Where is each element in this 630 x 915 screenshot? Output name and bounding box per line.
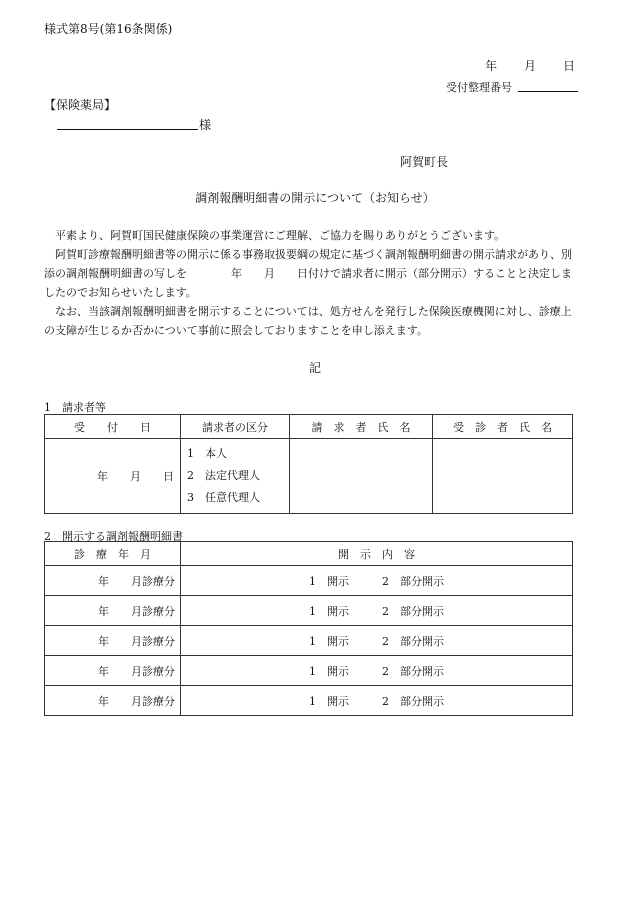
ki-mark: 記 <box>308 361 321 375</box>
treatment-month-cell: 年 月診療分 <box>45 596 181 626</box>
treatment-month-cell: 年 月診療分 <box>45 566 181 596</box>
disclosure-content-cell: 1 開示 2 部分開示 <box>181 656 573 686</box>
section2-heading: 2 開示する調剤報酬明細書 <box>44 530 183 543</box>
form-label: 様式第8号(第16条関係) <box>44 22 173 36</box>
header-requester-name: 請 求 者 氏 名 <box>290 415 433 439</box>
disclosure-content-cell: 1 開示 2 部分開示 <box>181 566 573 596</box>
disclosure-content-cell: 1 開示 2 部分開示 <box>181 626 573 656</box>
header-disclosure-content: 開 示 内 容 <box>181 542 573 566</box>
receipt-number-label: 受付整理番号 <box>446 81 512 94</box>
header-treatment-month: 診 療 年 月 <box>45 542 181 566</box>
reception-date-cell: 年 月 日 <box>45 439 181 514</box>
header-requester-category: 請求者の区分 <box>181 415 290 439</box>
body-paragraph-2: 阿賀町診療報酬明細書等の開示に係る事務取扱要綱の規定に基づく調剤報酬明細書の開示請求があり、別添の調剤報酬明細書の写しを 年 月 日付けで請求者に開示（部分開示）することと決定しましたのでお知らせいたします。 <box>44 248 572 299</box>
date-line: 年 月 日 <box>484 59 576 73</box>
patient-name-cell <box>433 439 573 514</box>
section1-heading: 1 請求者等 <box>44 401 106 414</box>
treatment-month-cell: 年 月診療分 <box>45 656 181 686</box>
treatment-month-cell: 年 月診療分 <box>45 686 181 716</box>
recipient-name-line <box>57 129 198 130</box>
treatment-month-cell: 年 月診療分 <box>45 626 181 656</box>
body-paragraph-1: 平素より、阿賀町国民健康保険の事業運営にご理解、ご協力を賜りありがとうございます。 <box>55 229 506 242</box>
requester-table <box>44 414 573 514</box>
receipt-number-field <box>518 91 578 92</box>
header-reception-date: 受 付 日 <box>45 415 181 439</box>
disclosure-content-cell: 1 開示 2 部分開示 <box>181 686 573 716</box>
disclosure-table <box>44 541 573 716</box>
requester-category-cell <box>181 439 290 514</box>
recipient-suffix: 様 <box>199 118 212 132</box>
sender: 阿賀町長 <box>400 155 449 169</box>
requester-name-cell <box>290 439 433 514</box>
category-option: 1 本人 <box>187 447 227 460</box>
body-paragraph-3: なお、当該調剤報酬明細書を開示することについては、処方せんを発行した保険医療機関に対し、診療上の支障が生じるか否かについて事前に照会しておりますことを申し添えます。 <box>44 305 572 337</box>
header-patient-name: 受 診 者 氏 名 <box>433 415 573 439</box>
category-option: 2 法定代理人 <box>187 469 260 482</box>
recipient-label: 【保険薬局】 <box>44 98 117 112</box>
category-option: 3 任意代理人 <box>187 491 260 504</box>
page-title: 調剤報酬明細書の開示について（お知らせ） <box>195 191 435 205</box>
disclosure-content-cell: 1 開示 2 部分開示 <box>181 596 573 626</box>
